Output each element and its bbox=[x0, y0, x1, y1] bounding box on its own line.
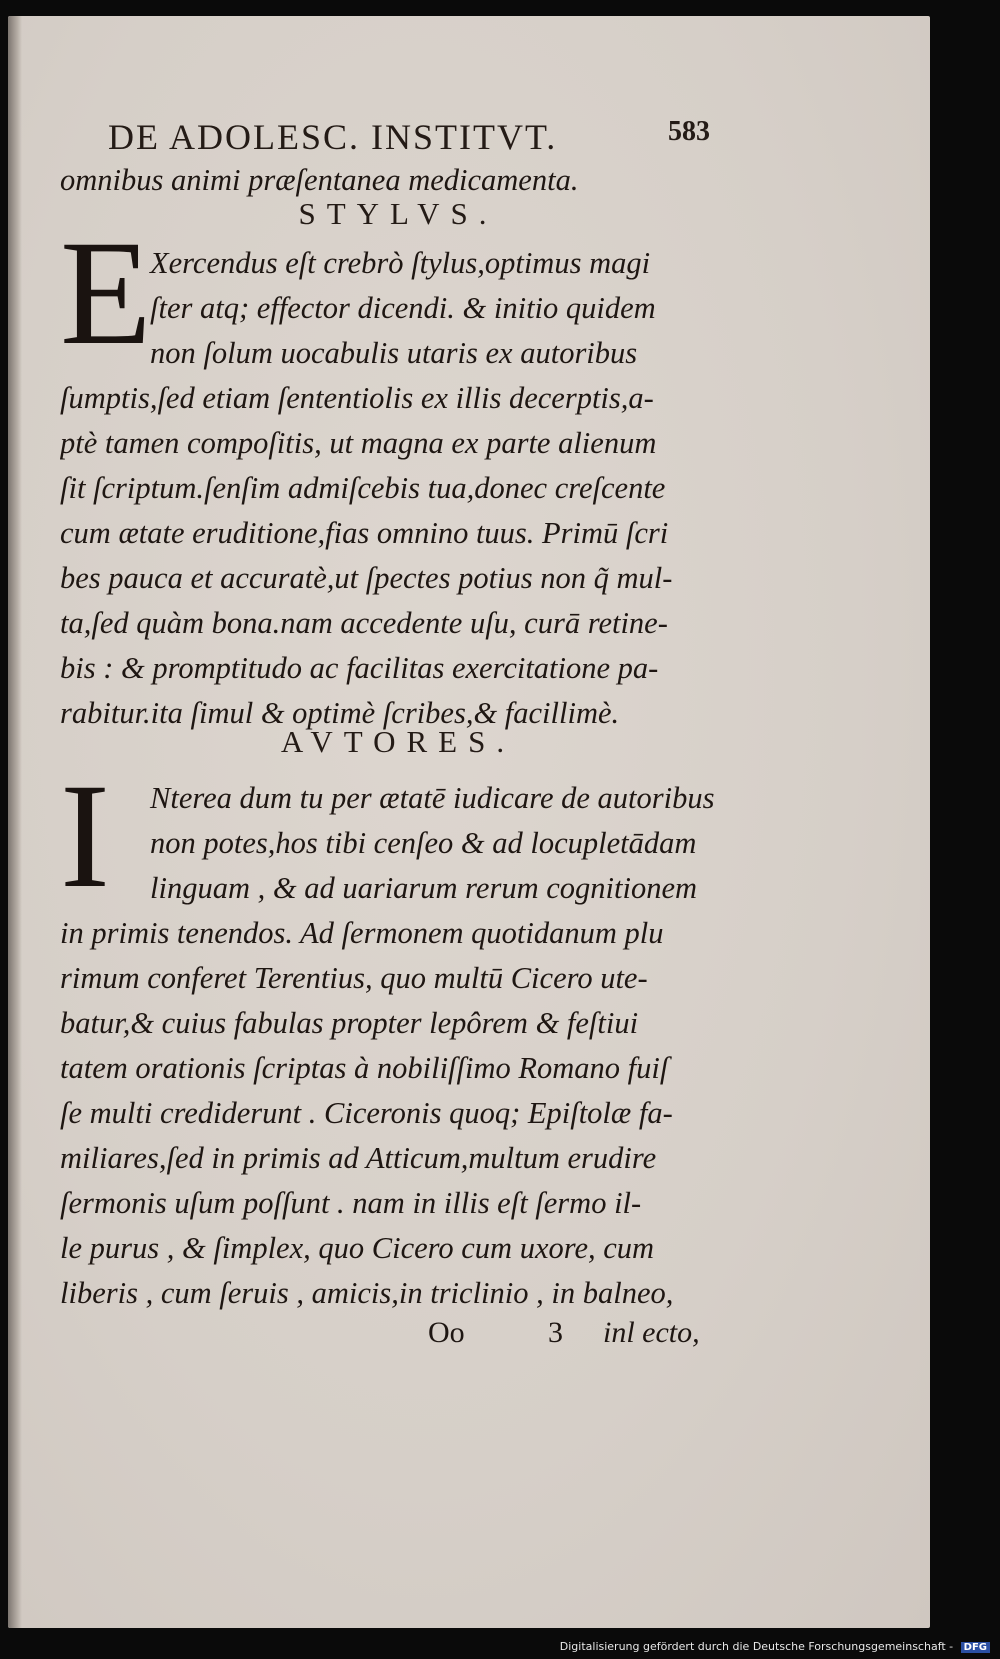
text-line: liberis , cum ſeruis , amicis,in triclinio , in balneo, bbox=[60, 1276, 674, 1310]
digitization-footer bbox=[560, 1640, 990, 1653]
text-line: tatem orationis ſcriptas à nobiliſſimo Romano fuiſ bbox=[60, 1051, 669, 1085]
dropcap-i: I bbox=[60, 753, 110, 919]
text-line: Xercendus eſt crebrò ſtylus,optimus magi bbox=[150, 246, 651, 280]
catchline bbox=[428, 1316, 758, 1350]
section-heading-stylus: STYLVS. bbox=[298, 196, 498, 231]
text-line: linguam , & ad uariarum rerum cognitionem bbox=[150, 871, 698, 905]
text-line: Nterea dum tu per ætatē iudicare de autoribus bbox=[150, 781, 715, 815]
text-line: ſe multi crediderunt . Ciceronis quoq; Epiſtolæ fa- bbox=[60, 1096, 673, 1130]
text-line: bes pauca et accuratè,ut ſpectes potius non q̃ mul- bbox=[60, 561, 673, 595]
section-body-stylus bbox=[60, 241, 735, 736]
signature-mark: Oo bbox=[428, 1316, 465, 1349]
dropcap-e: E bbox=[60, 210, 152, 376]
text-line: omnibus animi præſentanea medicamenta. bbox=[60, 163, 579, 197]
text-line: rabitur.ita ſimul & optimè ſcribes,& facillimè. bbox=[60, 696, 620, 730]
catchword: inl ecto, bbox=[603, 1316, 700, 1349]
dfg-logo: DFG bbox=[961, 1642, 990, 1653]
book-page bbox=[8, 16, 930, 1628]
text-line: in primis tenendos. Ad ſermonem quotidanum plu bbox=[60, 916, 664, 950]
section-heading-autores: AVTORES. bbox=[280, 724, 516, 759]
footer-text: Digitalisierung gefördert durch die Deutsche Forschungsgemeinschaft - bbox=[559, 1640, 954, 1653]
text-line: ſter atq; effector dicendi. & initio quidem bbox=[150, 291, 656, 325]
text-line: non potes,hos tibi cenſeo & ad locupletādam bbox=[150, 826, 697, 860]
text-line: ſumptis,ſed etiam ſententiolis ex illis decerptis,a- bbox=[60, 381, 654, 415]
section-body-autores bbox=[60, 776, 735, 1316]
text-line: ſermonis uſum poſſunt . nam in illis eſt ſermo il- bbox=[60, 1186, 642, 1220]
folio-number: 583 bbox=[668, 116, 710, 147]
text-line: ſit ſcriptum.ſenſim admiſcebis tua,donec creſcente bbox=[60, 471, 666, 505]
text-line: ptè tamen compoſitis, ut magna ex parte alienum bbox=[60, 426, 657, 460]
signature-number: 3 bbox=[548, 1316, 563, 1349]
text-line: rimum conferet Terentius, quo multū Cicero ute- bbox=[60, 961, 648, 995]
running-header: DE ADOLESC. INSTITVT. bbox=[108, 117, 558, 157]
text-line: le purus , & ſimplex, quo Cicero cum uxore, cum bbox=[60, 1231, 655, 1265]
text-line: miliares,ſed in primis ad Atticum,multum erudire bbox=[60, 1141, 657, 1175]
text-line: ta,ſed quàm bona.nam accedente uſu, curā retine- bbox=[60, 606, 668, 640]
text-line: cum ætate eruditione,fias omnino tuus. Primū ſcri bbox=[60, 516, 669, 550]
text-line: non ſolum uocabulis utaris ex autoribus bbox=[150, 336, 638, 370]
page-binding-shadow bbox=[8, 16, 22, 1628]
text-line: bis : & promptitudo ac facilitas exercitatione pa- bbox=[60, 651, 659, 685]
text-line: batur,& cuius fabulas propter lepôrem & feſtiui bbox=[60, 1006, 639, 1040]
